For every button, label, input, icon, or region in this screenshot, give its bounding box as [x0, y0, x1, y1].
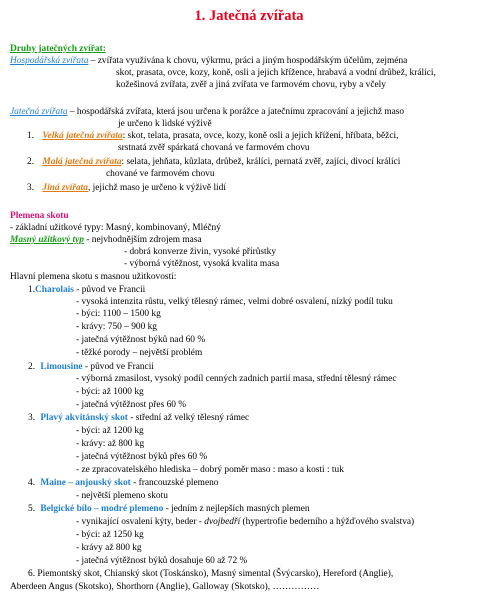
breed-detail: - největší plemeno skotu — [76, 491, 168, 501]
hosp-term: Hospodářská zvířata — [10, 56, 89, 66]
breed-origin: - původ ve Francii — [82, 362, 154, 372]
breed-name: Limousine — [40, 362, 83, 372]
breed-origin: - jedním z nejlepších masných plemen — [163, 504, 310, 514]
breed-origin: - střední až velký tělesný rámec — [127, 413, 250, 423]
masny-line-3: - výborná výtěžnost, vysoká kvalita masa — [124, 259, 280, 269]
breed-detail: - býci: až 1000 kg — [76, 387, 144, 397]
item1-line-2: srstnatá zvěř spárkatá chovaná ve farmovém chovu — [118, 143, 310, 153]
item1-text: : skot, telata, prasata, ovce, kozy, koně osli a jejich křížení, hříbata, běžci, — [122, 131, 399, 141]
masny-text: - nejvhodnějším zdrojem masa — [83, 235, 202, 245]
hosp-line-2: skot, prasata, ovce, kozy, koně, osli a jejich křížence, hrabavá a vodní drůbež, králíci, — [116, 68, 436, 78]
item3-term: Jiná zvířata — [42, 183, 88, 193]
hosp-definition-line — [10, 56, 407, 67]
breed-detail: - jatečná výtěžnost býků dosahuje 60 až 72 % — [76, 556, 248, 566]
breed-detail: - býci: 1100 – 1500 kg — [76, 309, 161, 319]
breed-detail-text: (hypertrofie bederního a hýžďového svalstva) — [240, 517, 415, 527]
breed-item — [28, 478, 219, 489]
breed-name: Maine – anjouský skot — [40, 478, 131, 488]
item2-text: : selata, jehňata, kůzlata, drůbež, králíci, pernatá zvěř, zajíci, divocí králíci — [121, 157, 401, 167]
item2-term: Malá jatečná zvířata — [42, 157, 122, 167]
breed-detail: - jatečná výtěžnost býků přes 60 % — [76, 452, 208, 462]
jat-text: – hospodářská zvířata, která jsou určena k porážce a jatečnímu zpracování a jejichž maso — [67, 107, 405, 117]
breed-detail: - krávy až 800 kg — [76, 543, 142, 553]
hlavni-plemena-line: Hlavní plemena skotu s masnou užitkovostí: — [10, 272, 177, 282]
list-number: 2. — [27, 157, 35, 167]
breed-item — [28, 285, 145, 296]
breed-name: Belgické bílo – modré plemeno — [40, 504, 164, 514]
breed-detail-text: - vynikající osvalení kýty, beder - — [76, 517, 205, 527]
breed-origin: - francouzské plemeno — [130, 478, 219, 488]
breed-item — [28, 504, 310, 515]
breed-detail-term: dvojbedří — [204, 517, 241, 527]
breed-item — [28, 362, 154, 373]
breed-detail: - vysoká intenzita růstu, velký tělesný rámec, velmi dobré osvalení, nízký podíl tuku — [76, 297, 393, 307]
jat-line-2: je určeno k lidské výživě — [118, 119, 212, 129]
masny-term: Masný užitkový typ — [10, 235, 84, 245]
breed-name: Plavý akvitánský skot — [40, 413, 128, 423]
list-item — [27, 183, 226, 194]
breed-number: 3. — [28, 413, 36, 423]
breed-name: Charolais — [35, 285, 74, 295]
list-item — [27, 131, 398, 142]
section-heading-plemena: Plemena skotu — [10, 211, 69, 221]
item2-line-2: chované ve farmovém chovu — [106, 169, 215, 179]
section-heading-druhy: Druhy jatečných zvířat: — [10, 44, 106, 54]
item1-term: Velká jatečná zvířata — [42, 131, 123, 141]
list-number: 1. — [27, 131, 35, 141]
hosp-line-3: kožešinová zvířata, zvěř a jiná zvířata ve farmovém chovu, ryby a včely — [116, 80, 386, 90]
breed-item-6: 6. Piemontský skot, Chianský skot (Toskánsko), Masný simental (Švýcarsko), Hereford (Anglie), — [28, 569, 394, 579]
breed-detail: - výborná zmasilost, vysoký podíl cenných zadních partií masa, střední tělesný rámec — [76, 374, 397, 384]
breed-detail — [76, 517, 414, 528]
masny-line — [10, 235, 202, 246]
hosp-text: – zvířata využívána k chovu, výkrmu, práci a jiným hospodářským účelům, zejména — [88, 56, 408, 66]
breed-detail: - jatečná výtěžnost býků nad 60 % — [76, 335, 206, 345]
breed-detail: - býci: až 1250 kg — [76, 530, 144, 540]
jat-definition-line — [10, 107, 404, 118]
breed-item-6-line-2: Aberdeen Angus (Skotsko), Shorthorn (Anglie), Galloway (Skotsko), …………… — [10, 582, 320, 592]
breed-detail: - krávy: 750 – 900 kg — [76, 322, 157, 332]
types-line: - základní užitkové typy: Masný, kombinovaný, Mléčný — [10, 223, 221, 233]
list-number: 3. — [27, 183, 35, 193]
page-title: 1. Jatečná zvířata — [194, 8, 304, 24]
breed-item — [28, 413, 249, 424]
breed-detail: - těžké porody – největší problém — [76, 348, 203, 358]
jat-term: Jatečná zvířata — [10, 107, 68, 117]
item3-text: , jejichž maso je určeno k výživě lidí — [87, 183, 226, 193]
breed-detail: - ze zpracovatelského hlediska – dobrý poměr maso : maso a kosti : tuk — [76, 465, 344, 475]
masny-line-2: - dobrá konverze živin, vysoké přírůstky — [124, 247, 277, 257]
breed-detail: - býci: až 1200 kg — [76, 426, 144, 436]
breed-number: 4. — [28, 478, 36, 488]
list-item — [27, 157, 400, 168]
breed-origin: - původ ve Francii — [73, 285, 146, 295]
breed-number: 1. — [28, 285, 36, 295]
breed-detail: - krávy: až 800 kg — [76, 439, 145, 449]
breed-number: 2. — [28, 362, 36, 372]
breed-detail: - jatečná výtěžnost přes 60 % — [76, 400, 187, 410]
breed-number: 5. — [28, 504, 36, 514]
